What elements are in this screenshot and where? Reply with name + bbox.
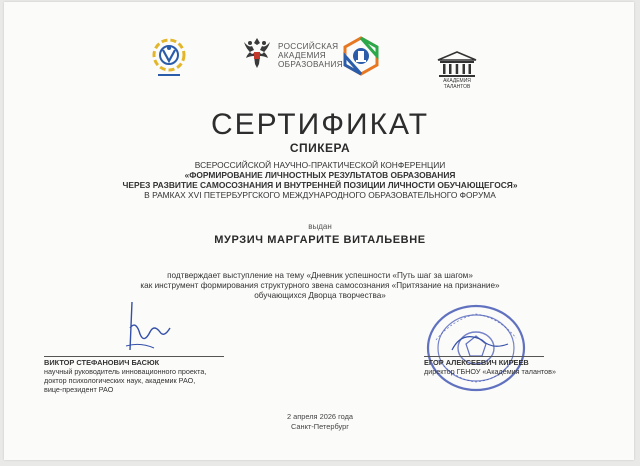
- conference-line-3: ЧЕРЕЗ РАЗВИТИЕ САМОСОЗНАНИЯ И ВНУТРЕННЕЙ ПОЗИЦИИ ЛИЧНОСТИ ОБУЧАЮЩЕГОСЯ»: [122, 180, 518, 190]
- issue-city: Санкт-Петербург: [291, 422, 349, 431]
- eagle-emblem-icon: [240, 34, 274, 75]
- certificate-title: СЕРТИФИКАТ: [210, 108, 430, 141]
- hexagon-logo-icon: [342, 36, 380, 81]
- rao-logo-text: [278, 42, 343, 69]
- rao-text-line-2: АКАДЕМИЯ: [278, 51, 326, 60]
- conference-line-1: ВСЕРОССИЙСКОЙ НАУЧНО-ПРАКТИЧЕСКОЙ КОНФЕРЕНЦИИ: [194, 160, 446, 170]
- description-line-3: обучающихся Дворца творчества»: [254, 291, 386, 300]
- description-line-1: подтверждает выступление на тему «Дневник успешности «Путь шаг за шагом»: [167, 271, 473, 280]
- conference-line-4: В РАМКАХ XVI ПЕТЕРБУРГСКОГО МЕЖДУНАРОДНОГО ОБРАЗОВАТЕЛЬНОГО ФОРУМА: [144, 190, 496, 200]
- rao-text-line-1: РОССИЙСКАЯ: [278, 42, 339, 51]
- issued-label: выдан: [308, 222, 332, 231]
- signatory-left: [44, 358, 206, 394]
- signatory-right-role-1: директор ГБНОУ «Академия талантов»: [424, 367, 556, 376]
- signature-left: [120, 298, 180, 361]
- conference-line-2: «ФОРМИРОВАНИЕ ЛИЧНОСТНЫХ РЕЗУЛЬТАТОВ ОБРАЗОВАНИЯ: [184, 170, 456, 180]
- talk-description: [0, 271, 640, 301]
- signatory-right-name: ЕГОР АЛЕКСЕЕВИЧ КИРЕЕВ: [424, 358, 529, 367]
- signatory-left-role-1: научный руководитель инновационного проекта,: [44, 367, 207, 376]
- official-stamp: [422, 300, 528, 401]
- issue-date-place: [0, 412, 640, 432]
- certificate-subtitle: СПИКЕРА: [289, 141, 351, 155]
- conference-info: [0, 160, 640, 200]
- issue-date: 2 апреля 2026 года: [286, 412, 354, 421]
- signature-line-left: [44, 356, 224, 357]
- rao-text-line-3: ОБРАЗОВАНИЯ: [278, 60, 343, 69]
- recipient-name: МУРЗИЧ МАРГАРИТЕ ВИТАЛЬЕВНЕ: [214, 234, 426, 246]
- signature-line-right: [424, 356, 544, 357]
- signatory-right: [424, 358, 556, 376]
- signatory-left-role-2: доктор психологических наук, академик РАО,: [44, 376, 196, 385]
- signatory-left-role-3: вице-президент РАО: [44, 385, 114, 394]
- description-line-2: как инструмент формирования структурного звена самосознания «Притязание на признание»: [140, 281, 500, 290]
- academy-logo-text: АКАДЕМИЯ ТАЛАНТОВ: [443, 78, 471, 90]
- signatory-left-name: ВИКТОР СТЕФАНОВИЧ БАСЮК: [44, 358, 160, 367]
- emblem-logo-left: [150, 36, 188, 87]
